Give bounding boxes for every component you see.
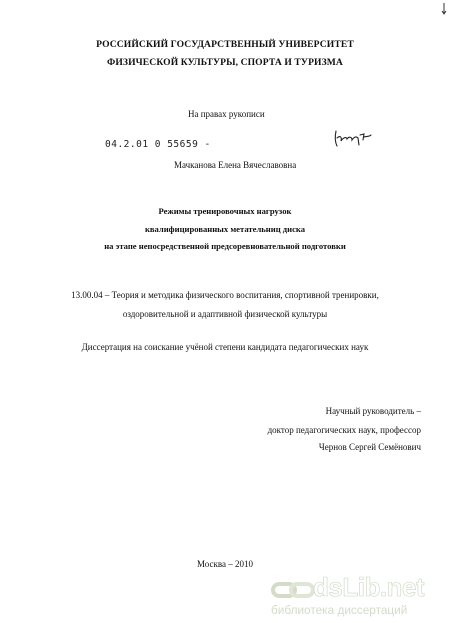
dslib-watermark[interactable] — [271, 570, 441, 618]
specialty-line1: 13.00.04 – Теория и методика физического воспитания, спортивной тренировки, — [71, 290, 379, 300]
city-year: Москва – 2010 — [197, 559, 253, 569]
supervisor-degree: доктор педагогических наук, профессор — [267, 425, 421, 435]
university-name-line2: ФИЗИЧЕСКОЙ КУЛЬТУРЫ, СПОРТА И ТУРИЗМА — [107, 57, 343, 68]
dissertation-title-line3: на этапе непосредственной предсоревновательной подготовки — [104, 241, 346, 251]
handwritten-signature — [333, 127, 373, 149]
dissertation-title-line2: квалифицированных метательниц диска — [144, 224, 306, 234]
university-name-line1: РОССИЙСКИЙ ГОСУДАРСТВЕННЫЙ УНИВЕРСИТЕТ — [96, 39, 354, 50]
manuscript-rights: На правах рукописи — [188, 109, 265, 119]
chain-link-icon — [271, 578, 317, 602]
specialty-line2: оздоровительной и адаптивной физической культуры — [122, 309, 328, 319]
scan-mark — [440, 2, 448, 16]
dissertation-title-line1: Режимы тренировочных нагрузок — [158, 206, 292, 216]
registration-code: 04.2.01 0 55659 - — [105, 139, 211, 150]
degree-statement: Диссертация на соискание учёной степени кандидата педагогических наук — [81, 342, 369, 352]
supervisor-name: Чернов Сергей Семёнович — [318, 442, 421, 452]
author-name: Мачканова Елена Вячеславовна — [174, 160, 297, 170]
watermark-subtitle: библиотека диссертаций — [271, 603, 408, 617]
watermark-brand: dsLib.net — [313, 572, 425, 602]
supervisor-role: Научный руководитель – — [325, 406, 421, 416]
